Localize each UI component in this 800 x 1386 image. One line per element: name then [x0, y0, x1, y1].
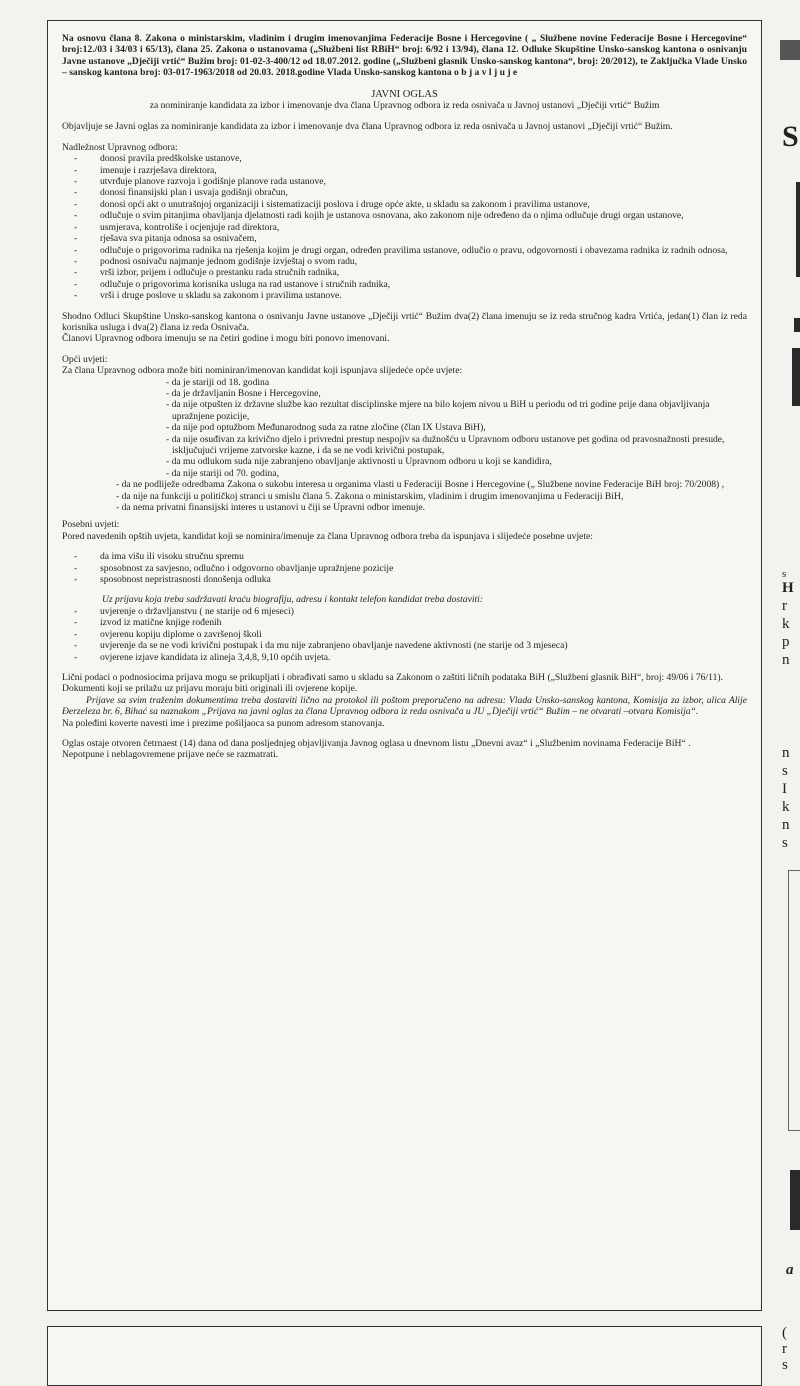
edge-fragment: H: [782, 580, 794, 596]
notice-subtitle: za nominiranje kandidata za izbor i imenovanje dva člana Upravnog odbora iz reda osnivača u Javnoj ustanovi „Dječiji vrtić“ Bužim: [149, 100, 660, 112]
condition-item: - da nije stariji od 70. godina,: [166, 467, 279, 479]
list-item: - usmjerava, kontroliše i ocjenjuje rad direktora,: [62, 222, 747, 233]
edge-graphic: [790, 1170, 800, 1230]
list-item: - vrši izbor, prijem i odlučuje o prestanku rada stručnih radnika,: [62, 267, 747, 278]
condition-item: - da nema privatni finansijski interes u ustanovi u čiji se Upravni odbor imenuje.: [116, 502, 426, 514]
list-item: - donosi finansijski plan i usvaja godišnji obračun,: [62, 187, 747, 198]
list-item: - odlučuje o svim pitanjima obavljanja djelatnosti radi kojih je ustanova osnovana, ako zakonom nije određeno da o njima odlučuje drugi organ ustanove,: [62, 210, 747, 221]
list-item: - ovjerene izjave kandidata iz alineja 3,4,8, 9,10 općih uvjeta.: [62, 652, 747, 663]
term-text: Članovi Upravnog odbora imenuju se na četiri godine i mogu biti ponovo imenovani.: [62, 333, 390, 345]
general-heading: Opći uvjeti:: [62, 353, 108, 365]
edge-graphic: [792, 348, 800, 406]
edge-fragment: s: [782, 568, 787, 580]
edge-fragment: r: [782, 598, 787, 614]
general-lead: Za člana Upravnog odbora može biti nominiran/imenovan kandidat koji ispunjava slijedeće opće uvjete:: [62, 365, 463, 377]
privacy-text: Lični podaci o podnosiocima prijava mogu se prikupljati i obrađivati samo u skladu sa Zakonom o zaštiti ličnih podataka BiH („Službeni glasnik BiH“, broj: 49/06 i 76/11).: [62, 671, 723, 683]
list-item: - utvrđuje planove razvoja i godišnje planove rada ustanove,: [62, 176, 747, 187]
list-item: - sposobnost za savjesno, odlučno i odgovorno obavljanje upražnjene pozicije: [62, 563, 747, 574]
list-item: - odlučuje o prigovorima korisnika usluga na rad ustanove i stručnih radnika,: [62, 279, 747, 290]
edge-graphic: [794, 318, 800, 332]
open-period-text: Oglas ostaje otvoren četrnaest (14) dana od dana posljednjeg objavljivanja Javnog oglasa u dnevnom listu „Dnevni avaz“ i „Službenim novinama Federacije BiH“ .: [62, 737, 691, 749]
edge-graphic: [788, 870, 800, 871]
list-item: - uvjerenje da se ne vodi krivični postupak i da mu nije zabranjeno obavljanje navedene aktivnosti (ne starije od 3 mjeseca): [62, 640, 747, 651]
list-item: - donosi opći akt o unutrašnjoj organizaciji i sistematizaciji poslova i druge opće akte, u skladu sa zakonom i pravilima ustanove,: [62, 199, 747, 210]
documents-lead: Uz prijavu koja treba sadržavati kraću biografiju, adresu i kontakt telefon kandidat treba dostaviti:: [102, 594, 484, 606]
originals-text: Dokumenti koji se prilažu uz prijavu moraju biti originali ili ovjerene kopije.: [62, 683, 358, 695]
edge-fragment: p: [782, 634, 790, 650]
list-item: - podnosi osnivaču najmanje jednom godišnje izvještaj o svom radu,: [62, 256, 747, 267]
list-item: - vrši i druge poslove u skladu sa zakonom i pravilima ustanove.: [62, 290, 747, 301]
special-heading: Posebni uvjeti:: [62, 519, 120, 531]
condition-item: - da nije na funkciji u političkoj stranci u smislu člana 5. Zakona o ministarskim, vladinim i drugim imenovanjima u Federaciji BiH,: [116, 490, 624, 502]
list-item: - ovjerenu kopiju diplome o završenoj školi: [62, 629, 747, 640]
edge-fragment: I: [782, 781, 787, 797]
list-item: - uvjerenje o državljanstvu ( ne starije od 6 mjeseci): [62, 606, 747, 617]
list-item: - izvod iz matične knjige rođenih: [62, 617, 747, 628]
intro-paragraph: Na osnovu člana 8. Zakona o ministarskim, vladinim i drugim imenovanjima Federacije Bosne i Hercegovine ( „ Službene novine Federacije Bosne i Hercegovine“ broj:12./03 i 34/03 i 65/13), člana 25. Zakona o ustanovama („Službeni list RBiH“ broj: 6/92 i 13/94), člana 12. Odluke Skupštine Unsko-sanskog kantona o osnivanju Javne ustanove „Dječiji vrtić“ Bužim broj: 01-02-3-400/12 od 18.07.2012. godine („Službeni glasnik Unsko-sanskog kantona“, broj: 20/2012), te Zaključka Vlade Unsko – sanskog kantona broj: 03-017-1963/2018 od 20.03. 2018.godine Vlada Unsko-sanskog kantona o b j a v l j u j e: [62, 33, 747, 79]
list-item: - sposobnost nepristrasnosti donošenja odluka: [62, 574, 747, 585]
edge-fragment: S: [782, 120, 799, 153]
edge-fragment: s: [782, 835, 788, 851]
list-item: - rješava sva pitanja odnosa sa osnivačem,: [62, 233, 747, 244]
incomplete-text: Nepotpune i neblagovremene prijave neće se razmatrati.: [62, 749, 279, 761]
edge-fragment: n: [782, 817, 790, 833]
edge-graphic: [780, 40, 800, 60]
edge-fragment: (: [782, 1325, 787, 1341]
edge-fragment: s: [782, 1357, 788, 1373]
condition-item: - da nije otpušten iz državne službe kao rezultat disciplinske mjere na bilo kojem nivou u BiH u periodu od tri godine prije dana objavljivanja upražnjene pozicije,: [166, 399, 710, 422]
edge-fragment: r: [782, 1341, 787, 1357]
special-lead: Pored navedenih opštih uvjeta, kandidat koji se nominira/imenuje za člana Upravnog odbora treba da ispunjava i slijedeće posebne uvjete:: [62, 530, 593, 542]
condition-item: - da ne podliježe odredbama Zakona o sukobu interesa u organima vlasti u Federaciji Bosne i Hercegovine („ Službene novine Federacije BiH broj: 70/2008) ,: [116, 479, 725, 491]
edge-graphic: [796, 182, 800, 277]
condition-item: - da je državljanin Bosne i Hercegovine,: [166, 387, 321, 399]
list-item: - odlučuje o prigovorima radnika na rješenja kojim je drugi organ, određen pravilima ustanove, odlučio o pravu, odgovornosti i obavezama radnika iz radnih odnosa,: [62, 245, 747, 256]
special-list: [62, 551, 747, 585]
documents-list: [62, 606, 747, 663]
delivery-text: Prijave sa svim traženim dokumentima treba dostaviti lično na protokol ili poštom preporučeno na adresu: Vlada Unsko-sanskog kantona, Komisija za izbor, ulica Alije Đerzeleza br. 6, Bihać sa naznakom „Prijava na javni oglas za člana Upravnog odbora iz reda osnivača u JU „Dječiji vrtić“ Bužim – ne otvarati –otvara Komisija“.: [62, 694, 747, 718]
list-item: - da ima višu ili visoku stručnu spremu: [62, 551, 747, 562]
general-conditions: [62, 377, 747, 514]
condition-item: - da nije osuđivan za krivično djelo i privredni prestup nespojiv sa dužnošću u Upravnom odboru ustanove pet godina od pravosnažnosti presude, isključujući vrijeme zatvorske kazne, i da se ne vodi krivični postupak,: [166, 433, 725, 456]
composition-text: Shodno Odluci Skupštine Unsko-sanskog kantona o osnivanju Javne ustanove „Dječiji vrtić“ Bužim dva(2) člana imenuju se iz reda stručnog kadra Vrtića, jedan(1) član iz reda korisnika usluga i dva(2) člana iz reda Osnivača.: [62, 310, 747, 333]
competence-heading: Nadležnost Upravnog odbora:: [62, 141, 178, 153]
edge-graphic: [788, 1130, 800, 1131]
envelope-text: Na poleđini koverte navesti ime i prezime pošiljaoca sa punom adresom stanovanja.: [62, 717, 385, 729]
edge-fragment: n: [782, 745, 790, 761]
competence-list: [62, 153, 747, 301]
adjacent-column-edge: [780, 0, 800, 1374]
edge-fragment: k: [782, 799, 790, 815]
edge-fragment: n: [782, 652, 790, 668]
list-item: - donosi pravila predškolske ustanove,: [62, 153, 747, 164]
edge-fragment: s: [782, 763, 788, 779]
notice-title: JAVNI OGLAS: [371, 88, 438, 100]
edge-fragment: a: [786, 1262, 794, 1278]
next-notice-frame: [47, 1326, 762, 1386]
condition-item: - da nije pod optužbom Međunarodnog suda za ratne zločine (član IX Ustava BiH),: [166, 422, 486, 434]
condition-item: - da je stariji od 18. godina: [166, 376, 270, 388]
edge-fragment: k: [782, 616, 790, 632]
condition-item: - da mu odlukom suda nije zabranjeno obavljanje aktivnosti u Upravnom odboru u koji se kandidira,: [166, 456, 552, 468]
edge-graphic: [788, 870, 789, 1130]
list-item: - imenuje i razrješava direktora,: [62, 165, 747, 176]
announcement-text: Objavljuje se Javni oglas za nominiranje kandidata za izbor i imenovanje dva člana Upravnog odbora iz reda osnivača u Javnoj ustanovi „Dječiji vrtić“ Bužim.: [62, 121, 673, 133]
public-notice: [47, 20, 762, 1311]
